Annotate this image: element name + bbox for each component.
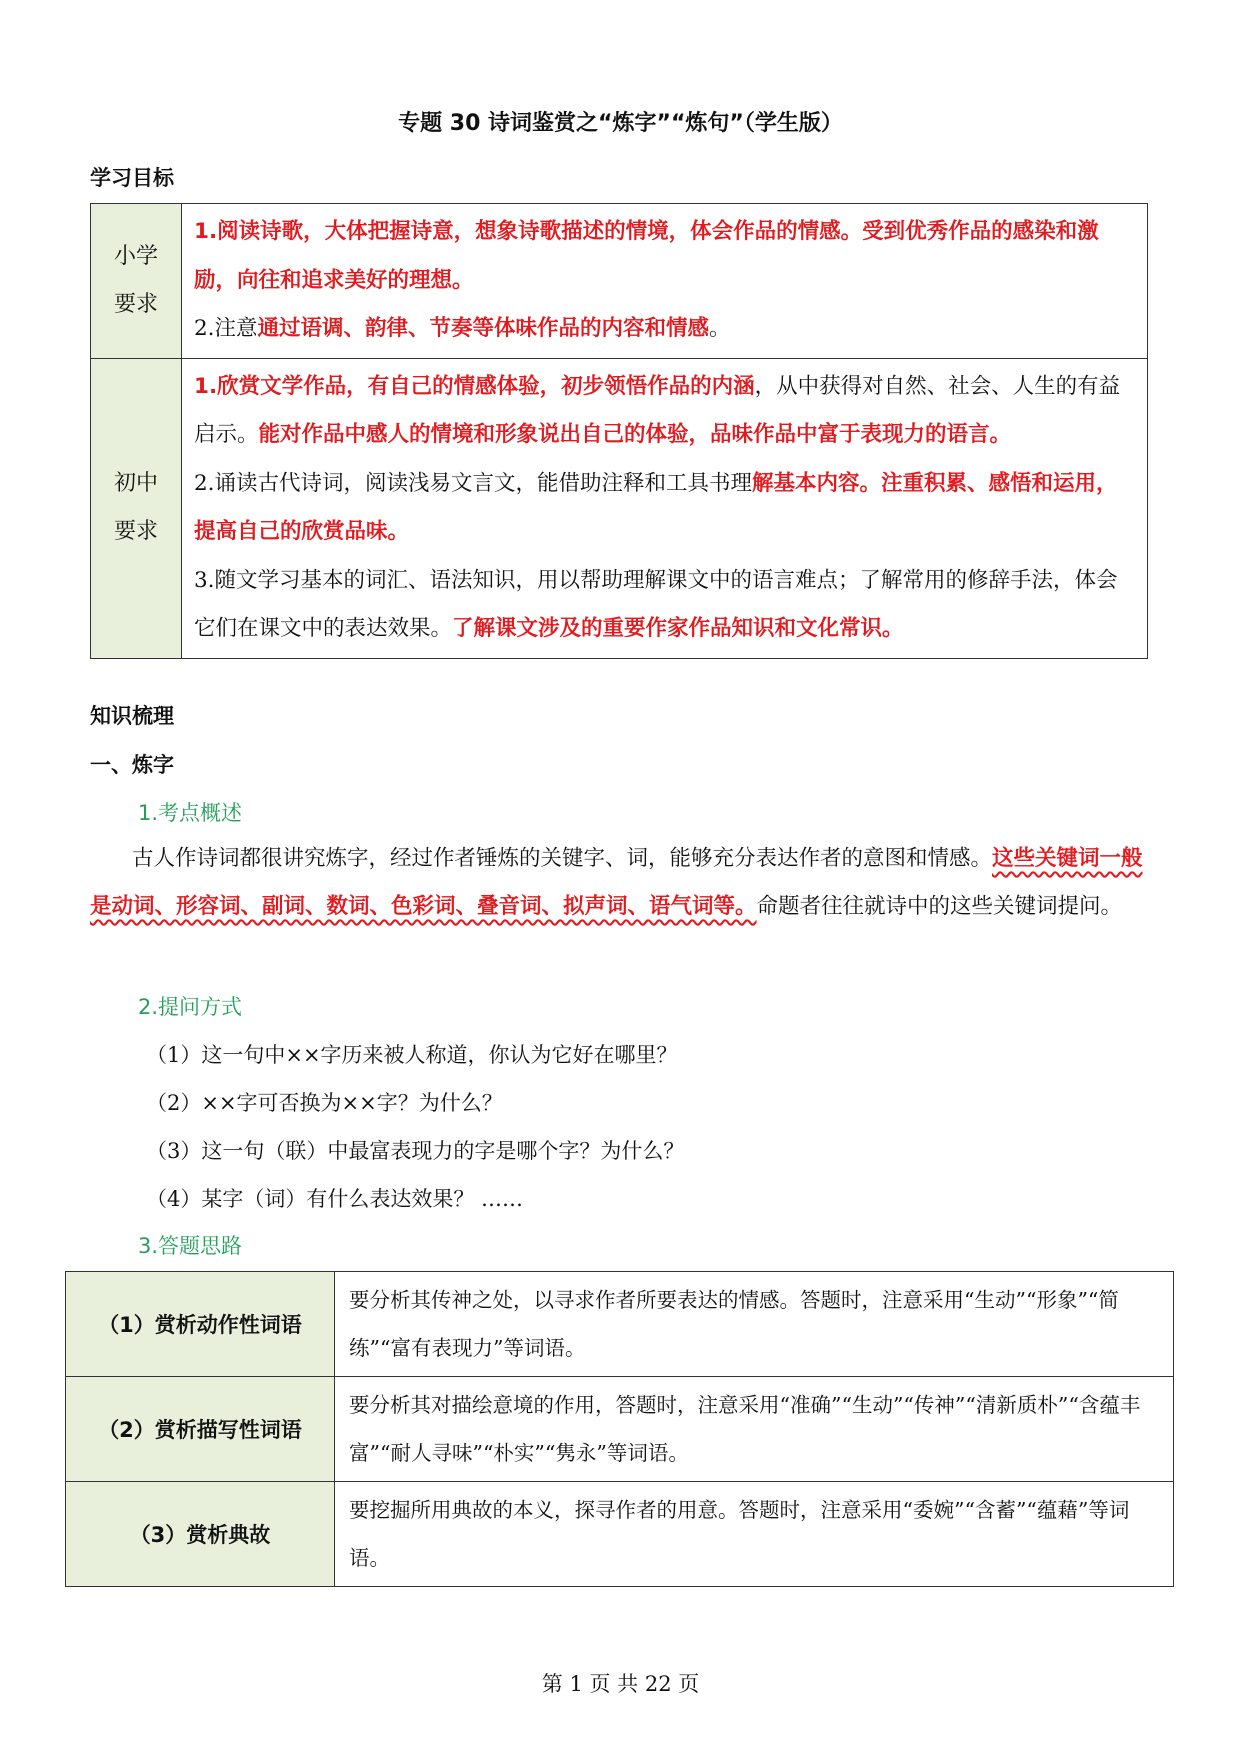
middle-item-1 bbox=[194, 363, 1137, 460]
goals-row-middle bbox=[91, 358, 1148, 658]
overview-end: 命题者往往就诗中的这些关键词提问。 bbox=[756, 894, 1123, 919]
primary-label bbox=[91, 204, 182, 359]
middle-item-2-normal: 2.诵读古代诗词，阅读浅易文言文，能借助注释和工具书理 bbox=[194, 470, 753, 496]
approach-row bbox=[66, 1272, 1174, 1377]
primary-label-line2: 要求 bbox=[113, 291, 158, 317]
middle-item-1-normal: ，从中获得对自然、社会、人生的有益启示。 bbox=[194, 373, 1121, 447]
approach-label: （3）赏析典故 bbox=[66, 1482, 335, 1587]
approach-label: （2）赏析描写性词语 bbox=[66, 1377, 335, 1482]
approach-row bbox=[66, 1482, 1174, 1587]
middle-item-3-red: 了解课文涉及的重要作家作品知识和文化常识。 bbox=[452, 616, 904, 641]
goals-table bbox=[90, 203, 1148, 659]
approach-row bbox=[66, 1377, 1174, 1482]
middle-item-3 bbox=[194, 557, 1137, 654]
middle-label bbox=[91, 358, 182, 658]
subheading-approach: 3.答题思路 bbox=[138, 1234, 243, 1258]
subheading-overview: 1.考点概述 bbox=[138, 801, 243, 825]
question-item-4: （4）某字（词）有什么表达效果？ …… bbox=[146, 1187, 524, 1211]
primary-label-line1: 小学 bbox=[113, 243, 158, 269]
primary-item-1: 1.阅读诗歌，大体把握诗意，想象诗歌描述的情境，体会作品的情感。受到优秀作品的感染和激励，向往和追求美好的理想。 bbox=[194, 219, 1099, 293]
primary-item-2 bbox=[194, 305, 1137, 354]
goals-row-primary bbox=[91, 204, 1148, 359]
middle-item-3-normal: 3.随文学习基本的词汇、语法知识，用以帮助理解课文中的语言难点；了解常用的修辞手法，体会它们在课文中的表达效果。 bbox=[194, 567, 1118, 641]
middle-item-1-red2: 能对作品中感人的情境和形象说出自己的体验，品味作品中富于表现力的语言。 bbox=[258, 422, 1012, 447]
subheading-question-types: 2.提问方式 bbox=[138, 995, 243, 1019]
question-item-3: （3）这一句（联）中最富表现力的字是哪个字？为什么？ bbox=[146, 1139, 685, 1163]
approach-text: 要挖掘所用典故的本义，探寻作者的用意。答题时，注意采用“委婉”“含蓄”“蕴藉”等词语。 bbox=[335, 1482, 1174, 1587]
approach-table bbox=[65, 1271, 1174, 1587]
overview-normal: 古人作诗词都很讲究炼字，经过作者锤炼的关键字、词，能够充分表达作者的意图和情感。 bbox=[132, 846, 993, 871]
middle-item-2 bbox=[194, 460, 1137, 557]
approach-label: （1）赏析动作性词语 bbox=[66, 1272, 335, 1377]
middle-label-line2: 要求 bbox=[113, 519, 158, 544]
primary-item-2-normal: 2.注意 bbox=[194, 316, 258, 341]
question-item-2: （2）××字可否换为××字？为什么？ bbox=[146, 1091, 503, 1115]
middle-item-1-red: 1.欣赏文学作品，有自己的情感体验，初步领悟作品的内涵 bbox=[194, 373, 755, 399]
middle-content bbox=[182, 358, 1148, 658]
knowledge-heading: 知识梳理 bbox=[90, 704, 174, 728]
overview-red: 这些关键词一般是动词、形容词、副词、数词、色彩词、叠音词、拟声词、语气词等。 bbox=[90, 846, 1143, 919]
page-footer: 第 1 页 共 22 页 bbox=[541, 1672, 700, 1696]
section1-heading: 一、炼字 bbox=[90, 753, 174, 777]
approach-text: 要分析其传神之处，以寻求作者所要表达的情感。答题时，注意采用“生动”“形象”“简练”“富有表现力”等词语。 bbox=[335, 1272, 1174, 1377]
primary-item-2-end: 。 bbox=[709, 316, 731, 341]
middle-item-2-red: 解基本内容。注重积累、感悟和运用，提高自己的欣赏品味。 bbox=[194, 470, 1118, 544]
question-item-1: （1）这一句中××字历来被人称道，你认为它好在哪里？ bbox=[146, 1043, 678, 1067]
primary-content bbox=[182, 204, 1148, 359]
overview-paragraph bbox=[90, 835, 1148, 931]
primary-item-2-red: 通过语调、韵律、节奏等体味作品的内容和情感 bbox=[257, 316, 710, 341]
middle-label-line1: 初中 bbox=[113, 471, 158, 496]
approach-text: 要分析其对描绘意境的作用，答题时，注意采用“准确”“生动”“传神”“清新质朴”“含蕴丰富”“耐人寻味”“朴实”“隽永”等词语。 bbox=[335, 1377, 1174, 1482]
page-title: 专题 30 诗词鉴赏之“炼字”“炼句”（学生版） bbox=[398, 111, 843, 136]
goals-heading: 学习目标 bbox=[90, 166, 174, 190]
